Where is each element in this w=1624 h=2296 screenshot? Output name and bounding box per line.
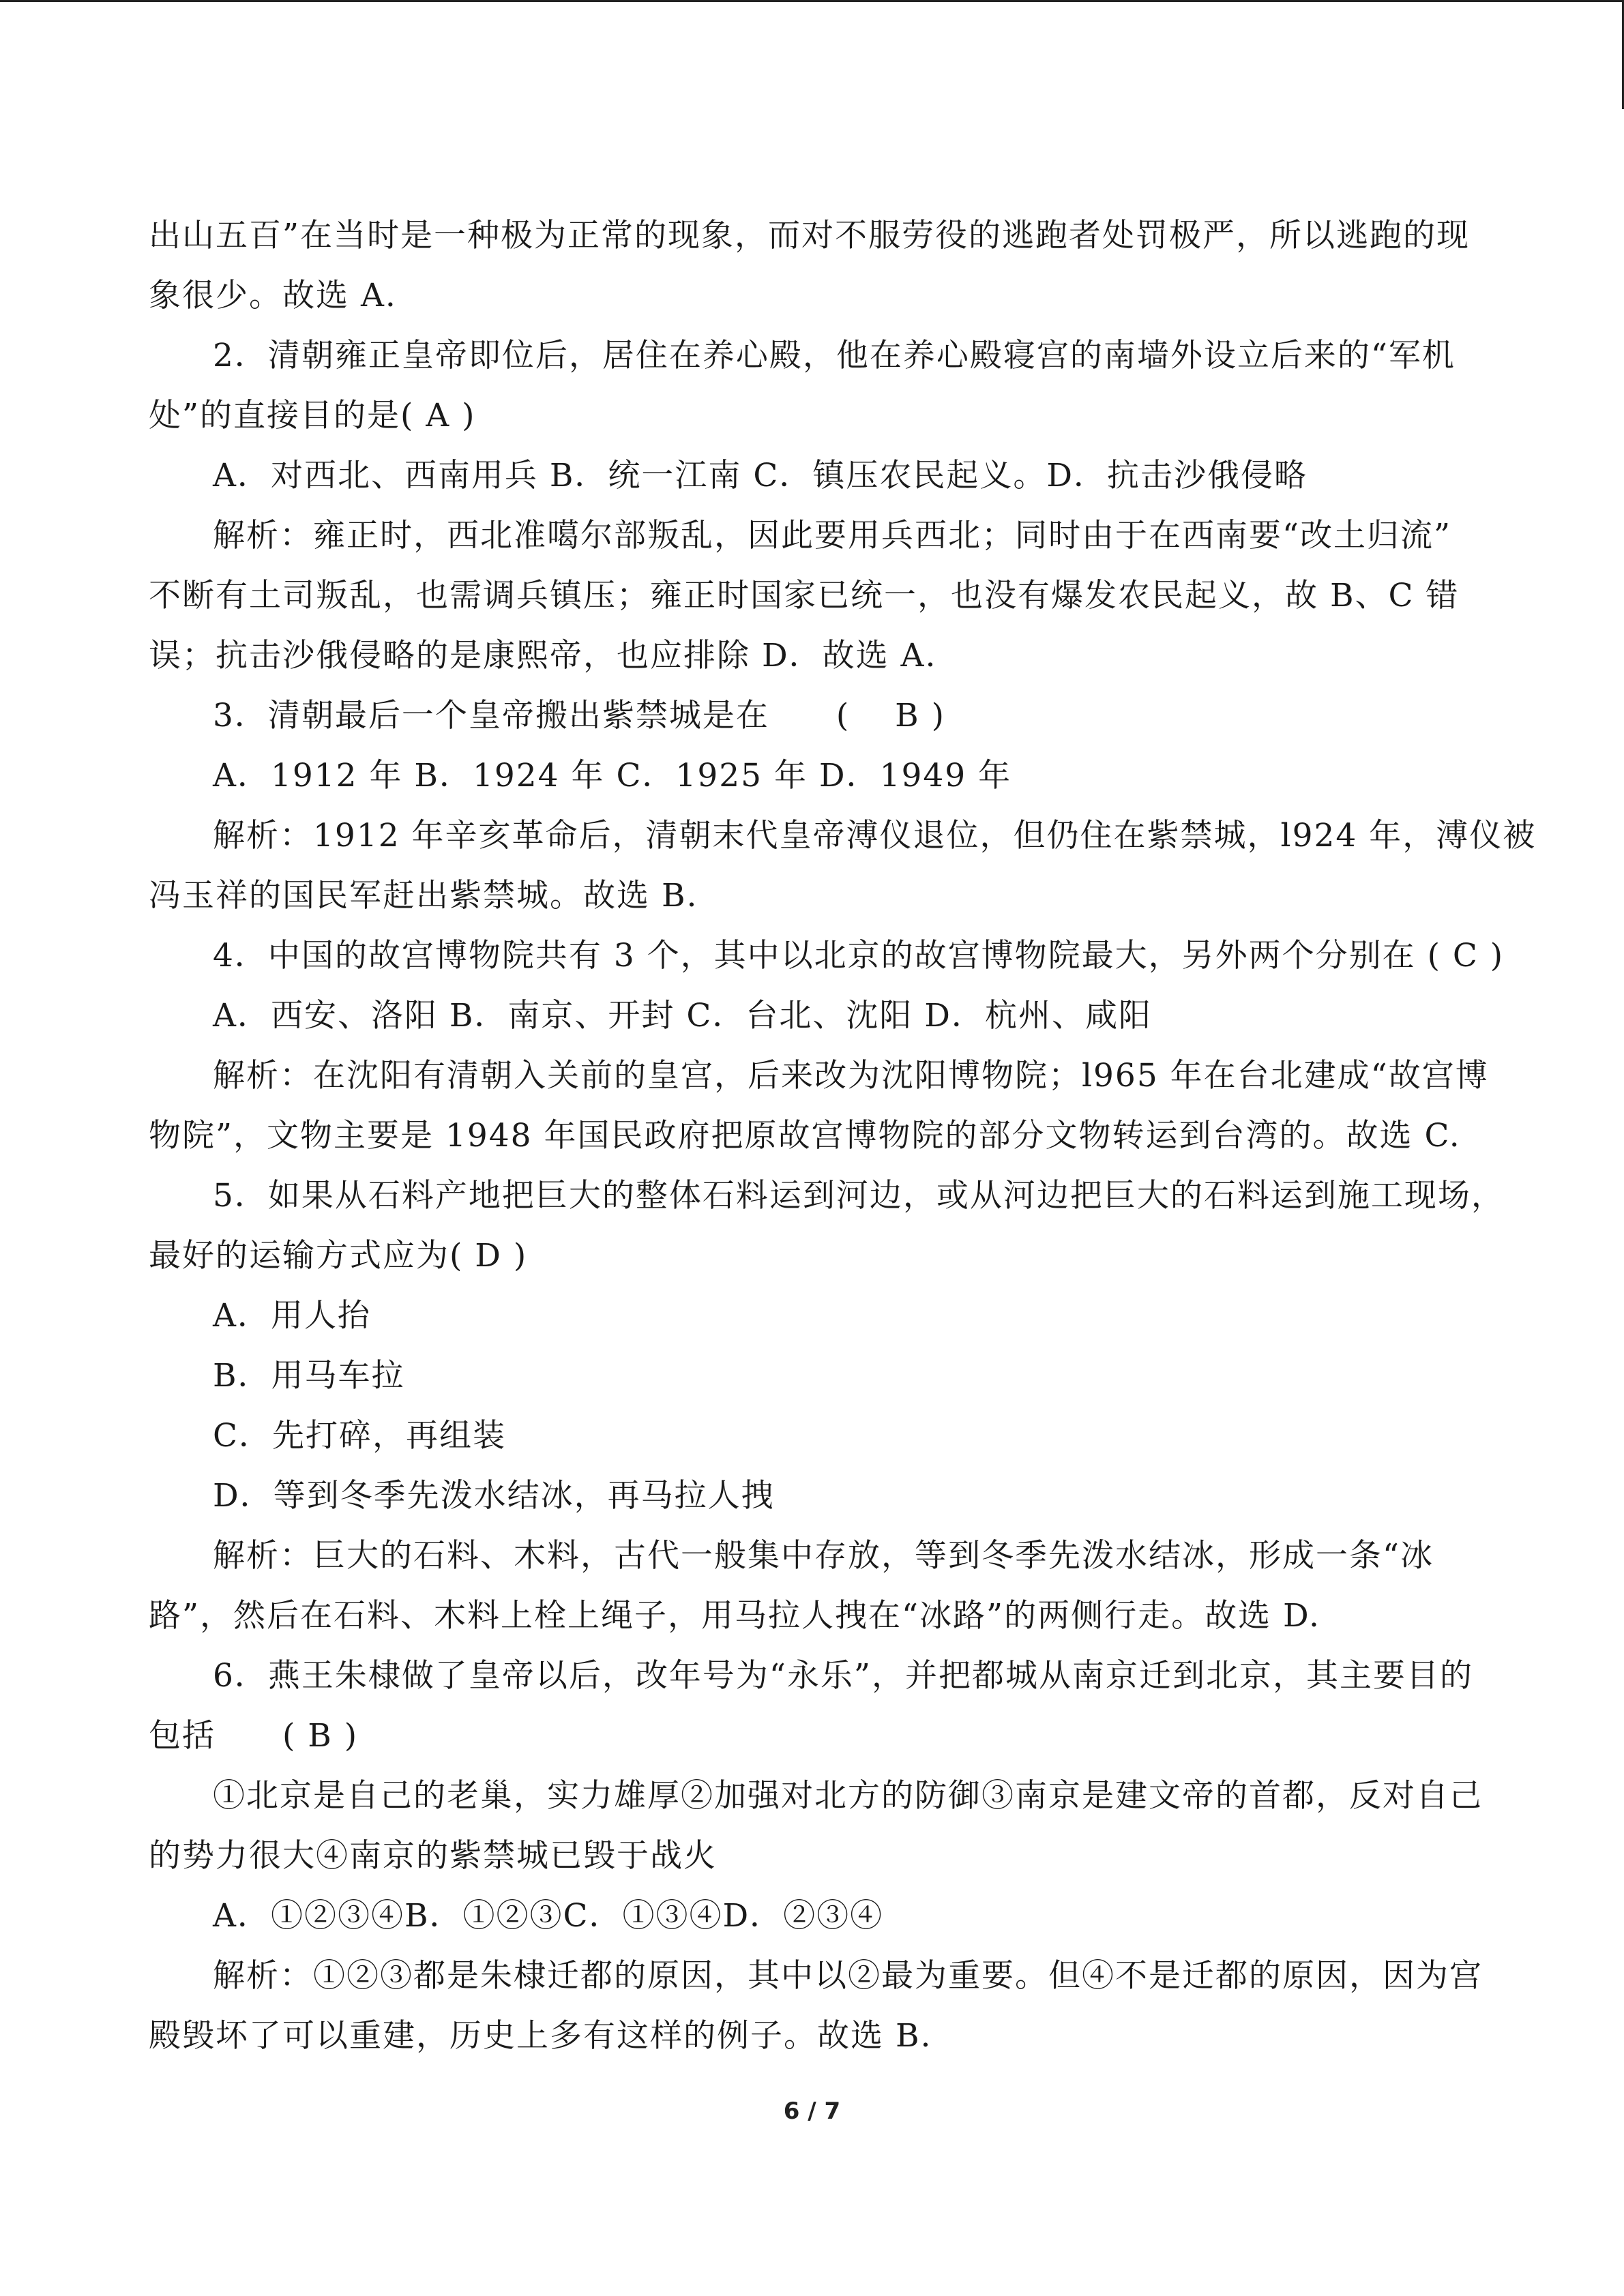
text-line: A．①②③④B．①②③C．①③④D．②③④ (213, 1897, 884, 1935)
text-line: 最好的运输方式应为( D ) (149, 1237, 528, 1274)
text-line: 殿毁坏了可以重建，历史上多有这样的例子。故选 B. (149, 2017, 932, 2055)
document-body (149, 206, 1537, 2066)
text-line: 3．清朝最后一个皇帝搬出紫禁城是在 ( B ) (213, 697, 945, 734)
text-line: 不断有土司叛乱，也需调兵镇压；雍正时国家已统一，也没有爆发农民起义，故 B、C 错 (149, 577, 1460, 614)
text-line: D．等到冬季先泼水结冰，再马拉人拽 (213, 1477, 775, 1515)
text-line: 的势力很大④南京的紫禁城已毁于战火 (149, 1837, 717, 1875)
text-line: 2．清朝雍正皇帝即位后，居住在养心殿，他在养心殿寝宫的南墙外设立后来的“军机 (213, 337, 1456, 374)
text-line: 6．燕王朱棣做了皇帝以后，改年号为“永乐”，并把都城从南京迁到北京，其主要目的 (213, 1657, 1473, 1695)
text-line: 4．中国的故宫博物院共有 3 个，其中以北京的故宫博物院最大，另外两个分别在 ( C ) (213, 937, 1505, 974)
text-line: 解析：1912 年辛亥革命后，清朝末代皇帝溥仪退位，但仍住在紫禁城，l924 年，溥仪被 (213, 817, 1537, 854)
page-number: 6 / 7 (783, 2098, 841, 2125)
text-line: 路”，然后在石料、木料上栓上绳子，用马拉人拽在“冰路”的两侧行走。故选 D. (149, 1597, 1320, 1635)
text-line: C．先打碎，再组装 (213, 1417, 506, 1455)
text-line: 冯玉祥的国民军赶出紫禁城。故选 B. (149, 877, 698, 914)
text-line: 解析：巨大的石料、木料，古代一般集中存放，等到冬季先泼水结冰，形成一条“冰 (213, 1537, 1434, 1575)
text-line: 出山五百”在当时是一种极为正常的现象，而对不服劳役的逃跑者处罚极严，所以逃跑的现 (149, 217, 1471, 254)
text-line: 解析：在沈阳有清朝入关前的皇宫，后来改为沈阳博物院；l965 年在台北建成“故宫博 (213, 1057, 1489, 1094)
text-line: 处”的直接目的是( A ) (149, 397, 476, 434)
text-line: 解析：①②③都是朱棣迁都的原因，其中以②最为重要。但④不是迁都的原因，因为宫 (213, 1957, 1483, 1995)
text-line: A．西安、洛阳 B．南京、开封 C．台北、沈阳 D．杭州、咸阳 (213, 997, 1152, 1034)
text-line: ①北京是自己的老巢，实力雄厚②加强对北方的防御③南京是建文帝的首都，反对自己 (213, 1777, 1483, 1815)
text-line: 解析：雍正时，西北准噶尔部叛乱，因此要用兵西北；同时由于在西南要“改土归流” (213, 517, 1452, 554)
text-line: B．用马车拉 (213, 1357, 405, 1395)
text-line: A．对西北、西南用兵 B．统一江南 C．镇压农民起义。D．抗击沙俄侵略 (213, 457, 1308, 494)
text-line: A．用人抬 (213, 1297, 371, 1335)
text-line: 包括 ( B ) (149, 1717, 359, 1755)
text-line: 误；抗击沙俄侵略的是康熙帝，也应排除 D．故选 A. (149, 637, 937, 674)
text-line: A．1912 年 B．1924 年 C．1925 年 D．1949 年 (213, 757, 1012, 794)
text-line: 物院”，文物主要是 1948 年国民政府把原故宫博物院的部分文物转运到台湾的。故选 C. (149, 1117, 1461, 1154)
text-line: 象很少。故选 A. (149, 277, 397, 314)
top-border-line (0, 0, 1624, 2)
text-line: 5．如果从石料产地把巨大的整体石料运到河边，或从河边把巨大的石料运到施工现场， (213, 1177, 1505, 1214)
